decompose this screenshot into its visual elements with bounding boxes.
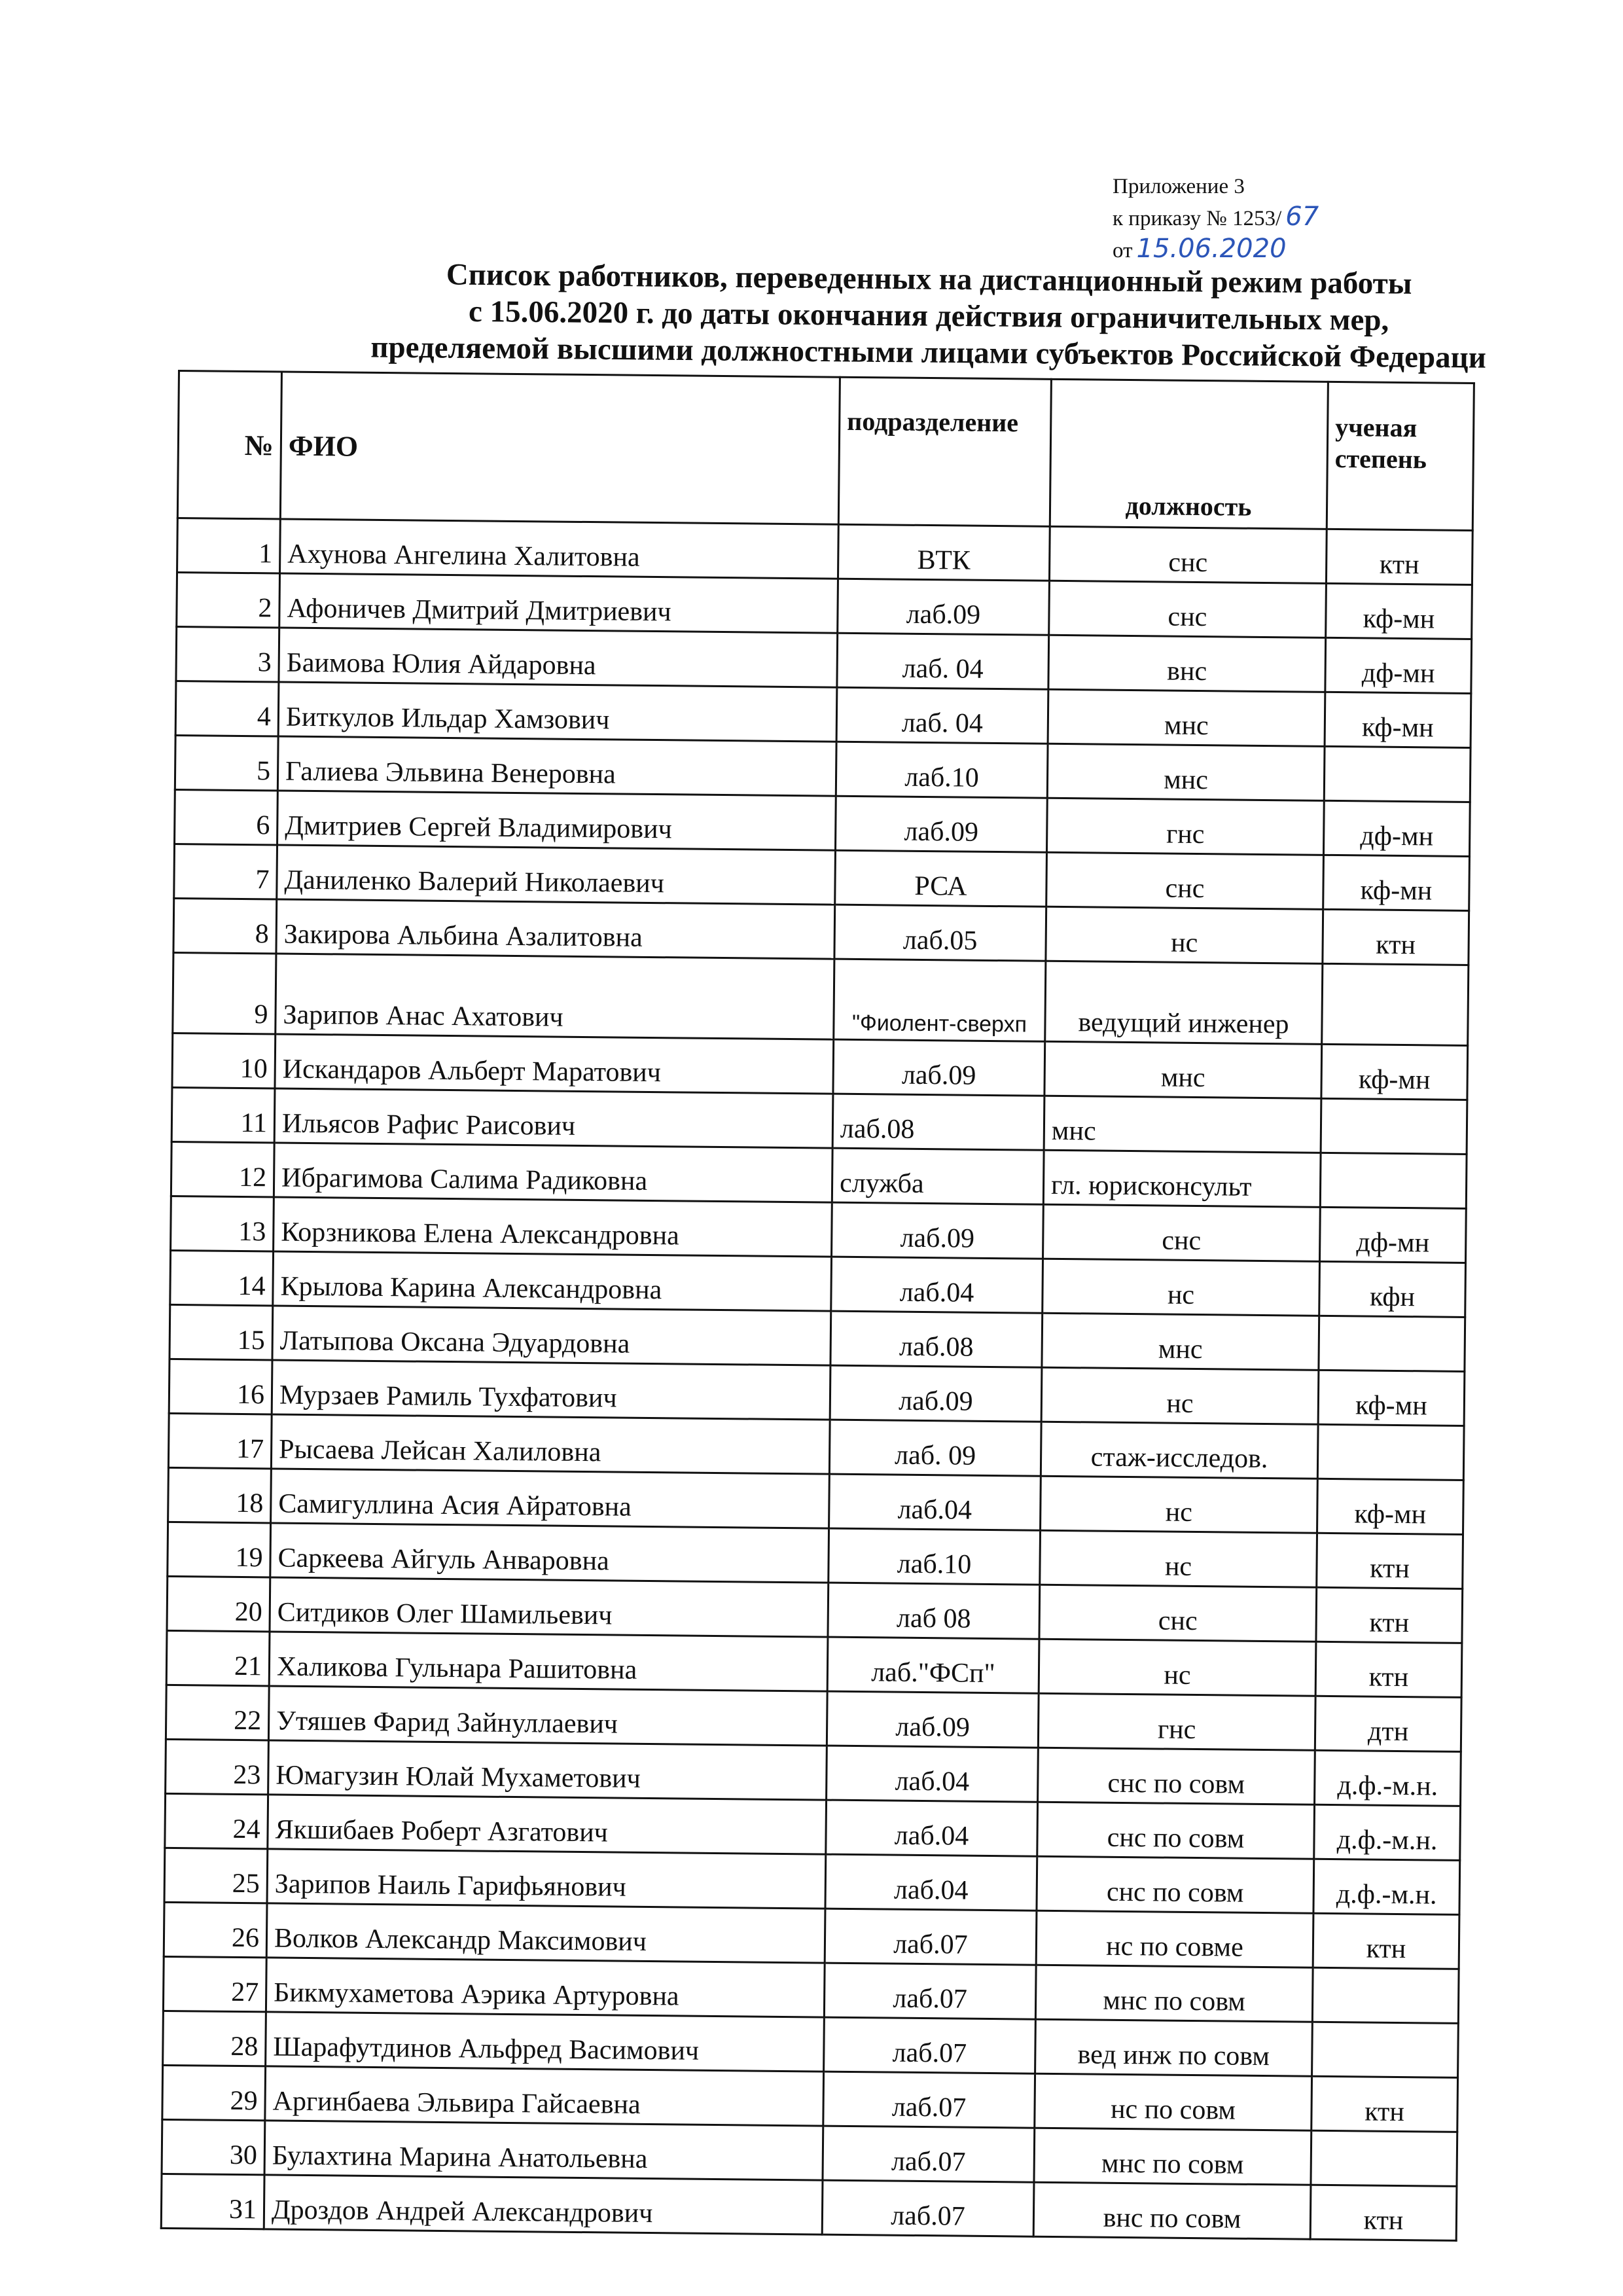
cell-position: гнс <box>1046 798 1324 855</box>
cell-degree: кф-мн <box>1325 692 1471 747</box>
cell-position: нс <box>1046 906 1323 963</box>
cell-fio: Ахунова Ангелина Халитовна <box>280 519 839 579</box>
cell-department: лаб 08 <box>828 1583 1040 1639</box>
annex-line-2 <box>1113 202 1479 234</box>
cell-department: лаб. 04 <box>836 687 1048 744</box>
cell-department: лаб.04 <box>825 1854 1037 1910</box>
cell-number: 11 <box>171 1087 275 1143</box>
header-fio: ФИО <box>280 372 840 524</box>
employee-table <box>160 370 1475 2242</box>
cell-fio: Крылова Карина Александровна <box>273 1251 832 1311</box>
cell-degree: ктн <box>1311 2076 1458 2132</box>
cell-department: лаб.09 <box>827 1691 1039 1748</box>
cell-department: лаб.07 <box>825 1909 1037 1965</box>
cell-number: 2 <box>177 573 280 628</box>
cell-fio: Дмитриев Сергей Владимирович <box>277 791 836 850</box>
cell-degree <box>1320 1153 1467 1208</box>
cell-number: 1 <box>177 518 281 574</box>
cell-number: 19 <box>168 1522 271 1577</box>
cell-position: снс <box>1049 581 1327 637</box>
cell-position: гнс <box>1038 1693 1315 1750</box>
employee-table-wrapper <box>160 370 1475 2242</box>
cell-department: лаб.04 <box>829 1474 1041 1530</box>
cell-position: нс <box>1043 1259 1320 1316</box>
handwritten-date: 15.06.2020 <box>1136 234 1287 264</box>
cell-fio: Булахтина Марина Анатольевна <box>264 2121 823 2180</box>
cell-number: 18 <box>168 1467 272 1523</box>
cell-position: нс <box>1041 1367 1319 1424</box>
cell-fio: Ситдиков Олег Шамильевич <box>270 1577 829 1637</box>
cell-fio: Зарипов Анас Ахатович <box>276 954 834 1039</box>
cell-department: лаб.04 <box>827 1746 1039 1802</box>
cell-position: снс <box>1039 1585 1317 1641</box>
cell-degree: дф-мн <box>1325 637 1472 693</box>
cell-department: лаб.09 <box>830 1365 1042 1422</box>
cell-department: лаб. 04 <box>837 633 1049 689</box>
cell-fio: Мурзаев Рамиль Тухфатович <box>272 1360 830 1420</box>
cell-position: нс <box>1039 1639 1316 1696</box>
cell-position: внс по совм <box>1033 2182 1311 2239</box>
cell-department: лаб.07 <box>824 2017 1036 2073</box>
cell-degree: ктн <box>1315 1641 1462 1697</box>
cell-position: гл. юрисконсульт <box>1043 1150 1321 1207</box>
header-degree: ученая степень <box>1327 382 1474 530</box>
cell-position: ведущий инженер <box>1045 961 1323 1044</box>
cell-position: вед инж по совм <box>1035 2019 1313 2076</box>
cell-degree: д.ф.-м.н. <box>1313 1859 1460 1914</box>
cell-position: нс <box>1040 1530 1317 1587</box>
cell-department: лаб.08 <box>830 1311 1043 1367</box>
cell-degree: кф-мн <box>1326 583 1472 639</box>
annex-line-1: Приложение 3 <box>1113 175 1245 198</box>
cell-number: 31 <box>161 2174 264 2229</box>
cell-department: лаб. 09 <box>829 1420 1041 1476</box>
cell-fio: Даниленко Валерий Николаевич <box>277 845 836 905</box>
cell-department: лаб.04 <box>831 1257 1043 1313</box>
cell-degree: кф-мн <box>1323 855 1470 910</box>
cell-number: 23 <box>166 1739 269 1795</box>
cell-position: нс по совм <box>1035 2073 1312 2130</box>
cell-number: 30 <box>162 2119 265 2175</box>
cell-department: лаб.05 <box>834 905 1046 961</box>
cell-number: 24 <box>165 1793 268 1849</box>
cell-degree: ктн <box>1313 1913 1459 1969</box>
cell-number: 29 <box>162 2065 266 2121</box>
cell-position: снс <box>1049 526 1327 583</box>
cell-degree <box>1312 1967 1459 2023</box>
cell-number: 20 <box>167 1576 270 1632</box>
cell-degree <box>1322 963 1469 1045</box>
cell-department: лаб.10 <box>829 1528 1041 1585</box>
cell-fio: Ильясов Рафис Раисович <box>274 1088 833 1148</box>
cell-number: 17 <box>168 1413 272 1469</box>
cell-department: РСА <box>835 850 1047 906</box>
title-line-1: Список работников, переведенных на дистанционный режим работы <box>446 257 1412 301</box>
cell-number: 22 <box>166 1685 269 1740</box>
cell-number: 25 <box>164 1848 268 1903</box>
cell-position: снс <box>1046 852 1324 909</box>
cell-degree: кфн <box>1319 1261 1466 1317</box>
cell-number: 5 <box>175 735 278 791</box>
cell-fio: Утяшев Фарид Зайнуллаевич <box>268 1686 827 1746</box>
cell-department: "Фиолент-сверхп <box>834 959 1046 1041</box>
cell-position: мнс по совм <box>1035 1965 1313 2022</box>
cell-number: 28 <box>163 2011 266 2066</box>
cell-fio: Юмагузин Юлай Мухаметович <box>268 1740 827 1800</box>
cell-department: лаб.07 <box>822 2180 1034 2236</box>
cell-department: служба <box>832 1148 1044 1204</box>
header-department: подразделение <box>838 377 1051 526</box>
cell-degree: кф-мн <box>1321 1044 1468 1100</box>
cell-number: 12 <box>171 1141 274 1197</box>
cell-degree: дф-мн <box>1323 800 1470 856</box>
cell-degree <box>1311 2130 1457 2186</box>
cell-number: 16 <box>169 1359 272 1414</box>
cell-fio: Баимова Юлия Айдаровна <box>279 628 838 687</box>
header-number: № <box>177 371 281 519</box>
cell-fio: Бикмухаметова Аэрика Артуровна <box>266 1958 825 2017</box>
cell-number: 4 <box>175 681 279 736</box>
cell-degree: д.ф.-м.н. <box>1315 1750 1461 1806</box>
cell-position: мнс <box>1044 1096 1321 1153</box>
cell-fio: Саркеева Айгуль Анваровна <box>270 1523 829 1583</box>
cell-degree: ктн <box>1317 1533 1463 1588</box>
annex-date-prefix: от <box>1113 239 1133 262</box>
cell-number: 21 <box>166 1630 270 1686</box>
cell-degree: дтн <box>1315 1696 1461 1751</box>
cell-position: мнс по совм <box>1034 2128 1311 2185</box>
cell-fio: Зарипов Наиль Гарифьянович <box>267 1849 826 1909</box>
cell-position: снс по совм <box>1037 1856 1314 1913</box>
cell-degree <box>1312 2022 1459 2077</box>
cell-fio: Искандаров Альберт Маратович <box>275 1034 834 1094</box>
annex-order-prefix: к приказу № 1253/ <box>1113 207 1282 230</box>
title-line-2: с 15.06.2020 г. до даты окончания действия ограничительных мер, <box>468 294 1389 338</box>
cell-fio: Дроздов Андрей Александрович <box>264 2175 823 2234</box>
cell-department: лаб.10 <box>836 742 1048 798</box>
cell-department: лаб.09 <box>832 1202 1044 1259</box>
table-body <box>161 518 1472 2241</box>
cell-fio: Рысаева Лейсан Халиловна <box>271 1414 830 1474</box>
cell-degree: д.ф.-м.н. <box>1314 1804 1461 1860</box>
cell-number: 6 <box>175 789 278 845</box>
cell-position: снс по совм <box>1038 1748 1315 1804</box>
document-title <box>339 255 1518 376</box>
cell-department: лаб."ФСп" <box>827 1637 1039 1693</box>
cell-department: лаб.09 <box>835 796 1047 852</box>
cell-degree <box>1324 746 1471 802</box>
cell-number: 9 <box>173 952 276 1034</box>
cell-position: нс по совме <box>1036 1910 1313 1967</box>
cell-position: мнс <box>1047 744 1325 800</box>
cell-fio: Якшибаев Роберт Азгатович <box>268 1795 827 1854</box>
cell-fio: Биткулов Ильдар Хамзович <box>278 682 837 742</box>
cell-position: мнс <box>1042 1313 1319 1370</box>
cell-department: лаб.04 <box>826 1800 1038 1856</box>
cell-position: стаж-исследов. <box>1041 1422 1318 1479</box>
cell-number: 3 <box>176 626 279 682</box>
cell-number: 15 <box>169 1304 273 1360</box>
cell-fio: Корзникова Елена Александровна <box>274 1197 832 1257</box>
cell-degree: дф-мн <box>1320 1207 1467 1263</box>
cell-degree: кф-мн <box>1318 1370 1465 1426</box>
cell-department: лаб.09 <box>833 1039 1045 1096</box>
cell-degree <box>1321 1098 1467 1154</box>
cell-fio: Самигуллина Асия Айратовна <box>271 1469 830 1528</box>
cell-position: мнс <box>1044 1041 1322 1098</box>
cell-department: ВТК <box>838 524 1050 581</box>
cell-number: 27 <box>163 1956 266 2012</box>
table-row <box>161 2174 1457 2240</box>
cell-position: снс <box>1043 1204 1321 1261</box>
cell-department: лаб.07 <box>823 2126 1035 2182</box>
title-line-3: пределяемой высшими должностными лицами субъектов Российской Федераци <box>370 330 1487 375</box>
cell-fio: Галиева Эльвина Венеровна <box>277 736 836 796</box>
cell-degree: ктн <box>1326 529 1472 584</box>
cell-fio: Волков Александр Максимович <box>266 1903 825 1963</box>
annex-line-3 <box>1113 234 1479 266</box>
cell-position: внс <box>1048 635 1326 692</box>
cell-degree: ктн <box>1316 1587 1463 1643</box>
cell-number: 14 <box>170 1250 274 1306</box>
header-position: должность <box>1050 379 1328 529</box>
cell-fio: Закирова Альбина Азалитовна <box>276 899 835 959</box>
cell-fio: Латыпова Оксана Эдуардовна <box>272 1306 831 1365</box>
cell-position: мнс <box>1048 689 1325 746</box>
cell-fio: Ибрагимова Салима Радиковна <box>274 1143 832 1202</box>
cell-position: нс <box>1041 1476 1318 1533</box>
cell-number: 7 <box>174 844 277 899</box>
cell-number: 8 <box>173 898 277 954</box>
cell-department: лаб.07 <box>823 2072 1035 2128</box>
cell-fio: Шарафутдинов Альфред Васимович <box>266 2012 825 2072</box>
cell-degree: ктн <box>1310 2185 1457 2240</box>
cell-department: лаб.08 <box>832 1094 1044 1150</box>
cell-fio: Афоничев Дмитрий Дмитриевич <box>279 573 838 633</box>
table-header-row <box>177 371 1474 531</box>
cell-department: лаб.09 <box>838 579 1050 635</box>
cell-number: 13 <box>171 1196 274 1251</box>
cell-number: 10 <box>172 1033 276 1088</box>
cell-fio: Аргинбаева Эльвира Гайсаевна <box>265 2066 824 2126</box>
cell-degree <box>1317 1424 1464 1480</box>
table-row <box>173 952 1469 1045</box>
annex-block <box>1113 171 1479 266</box>
cell-degree: кф-мн <box>1317 1479 1464 1534</box>
cell-department: лаб.07 <box>824 1963 1036 2019</box>
cell-position: снс по совм <box>1037 1802 1315 1859</box>
handwritten-order-number: 67 <box>1285 202 1319 232</box>
cell-degree: ктн <box>1323 909 1469 965</box>
cell-number: 26 <box>164 1902 267 1958</box>
cell-degree <box>1319 1316 1465 1371</box>
cell-fio: Халикова Гульнара Рашитовна <box>269 1632 828 1691</box>
